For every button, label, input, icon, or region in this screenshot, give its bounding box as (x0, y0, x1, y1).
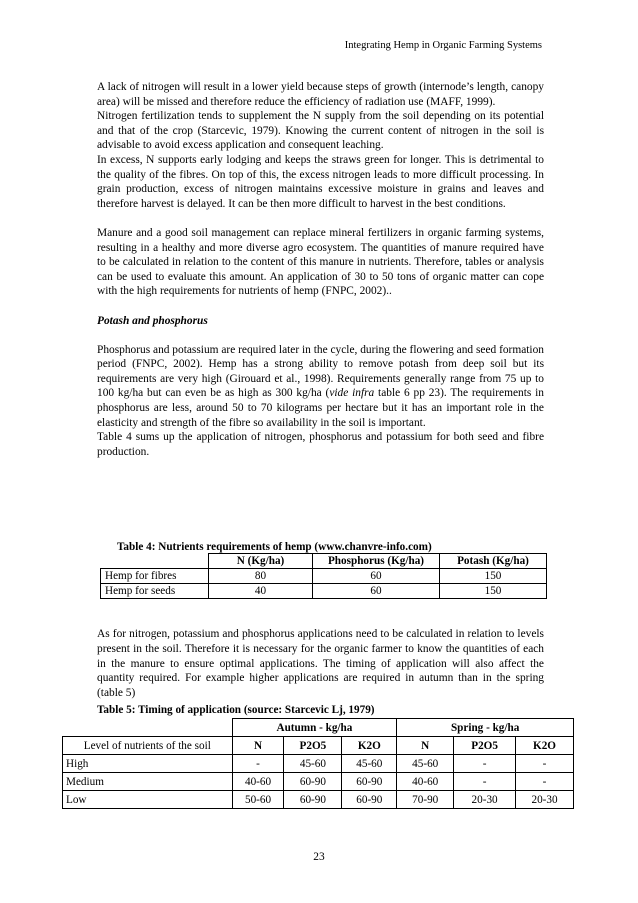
table-row (63, 791, 574, 809)
table-cell: 20-30 (516, 791, 574, 809)
table-group-header-row (63, 719, 574, 737)
table-header-cell: K2O (516, 737, 574, 755)
table-row (63, 755, 574, 773)
paragraph: A lack of nitrogen will result in a lower yield because steps of growth (internode’s length, canopy area) will be missed and therefore reduce the efficiency of radiation use (MAFF, 1999). (97, 81, 544, 108)
table4-caption: Table 4: Nutrients requirements of hemp (www.chanvre-info.com) (117, 541, 432, 553)
table-cell: 60 (313, 584, 440, 599)
table-cell: 45-60 (342, 755, 397, 773)
table-cell: 60-90 (342, 791, 397, 809)
paragraph: Nitrogen fertilization tends to supplement the N supply from the soil depending on its potential and that of the crop (Starcevic, 1979). Knowing the current content of nitrogen in the soil is advisable to avoid excess application and consequent leaching. (97, 110, 544, 152)
table-header-cell: N (232, 737, 284, 755)
table-header-row (63, 737, 574, 755)
table-header-cell: N (Kg/ha) (209, 554, 313, 569)
table-cell: 50-60 (232, 791, 284, 809)
table-cell: - (516, 755, 574, 773)
table-header-cell: K2O (342, 737, 397, 755)
paragraph: In excess, N supports early lodging and keeps the straws green for longer. This is detrimental to the quality of the fibres. On top of this, the excess nitrogen leads to more difficult processing. In grain production, excess of nitrogen maintains excessive moisture in grains and leaves and therefore harvest is delayed. It can be then more difficult to harvest in the best conditions. (97, 153, 544, 210)
body-text-block (97, 616, 544, 712)
paragraph: Phosphorus and potassium are required later in the cycle, during the flowering and seed formation period (FNPC, 2002). Hemp has a strong ability to remove potash from deep soil but its requirements are very high (Girouard et al., 1998). Requirements generally range from 75 up to 100 kg/ha but can even be as high as 300 kg/ha (vide infra table 6 pp 23). The requirements in phosphorus are less, around 50 to 70 kilograms per hectare but it has an important role in the elasticity and strength of the fibre so availability in the soil is important. (97, 343, 544, 429)
italic-text: vide infra (329, 387, 375, 400)
group-header-spring: Spring - kg/ha (397, 719, 574, 737)
running-header: Integrating Hemp in Organic Farming Systems (344, 40, 542, 51)
table-header-cell: Potash (Kg/ha) (440, 554, 547, 569)
table-cell: 20-30 (454, 791, 516, 809)
table-cell: - (232, 755, 284, 773)
table-cell: 70-90 (397, 791, 454, 809)
table-cell: 60-90 (342, 773, 397, 791)
table-cell: 60-90 (284, 791, 342, 809)
table-row (101, 584, 547, 599)
table-cell: 60 (313, 569, 440, 584)
table-cell: - (454, 773, 516, 791)
table-cell: 45-60 (284, 755, 342, 773)
table-row (63, 773, 574, 791)
table5-caption: Table 5: Timing of application (source: Starcevic Lj, 1979) (97, 704, 375, 716)
row-label: High (63, 755, 233, 773)
row-label: Medium (63, 773, 233, 791)
table-cell: 80 (209, 569, 313, 584)
table-header-cell: Phosphorus (Kg/ha) (313, 554, 440, 569)
table-cell: 150 (440, 584, 547, 599)
table5 (62, 718, 574, 809)
table-cell: 40 (209, 584, 313, 599)
paragraph: As for nitrogen, potassium and phosphorus applications need to be calculated in relation to levels present in the soil. Therefore it is necessary for the organic farmer to know the quantities of each in the manure to ensure optimal applications. The timing of application will also affect the quantity required. For example higher applications are required in autumn than in the spring (table 5) (97, 628, 544, 699)
row-label: Hemp for fibres (101, 569, 209, 584)
paragraph: Table 4 sums up the application of nitrogen, phosphorus and potassium for both seed and fibre production. (97, 431, 544, 458)
row-label: Low (63, 791, 233, 809)
table-cell: 45-60 (397, 755, 454, 773)
table-row (101, 569, 547, 584)
table-header-cell: P2O5 (454, 737, 516, 755)
page-number: 23 (313, 851, 325, 863)
table-header-cell: P2O5 (284, 737, 342, 755)
table-cell: 40-60 (397, 773, 454, 791)
table-header-cell: Level of nutrients of the soil (63, 737, 233, 755)
table4 (100, 553, 547, 599)
row-label: Hemp for seeds (101, 584, 209, 599)
paragraph: Manure and a good soil management can replace mineral fertilizers in organic farming systems, resulting in a healthy and more diverse agro ecosystem. The quantities of manure required have to be calculated in relation to the content of this manure in nutrients. Therefore, tables or analysis can be used to evaluate this amount. An application of 30 to 50 tons of organic matter can cope with the high requirements for nutrients of hemp (FNPC, 2002).. (97, 226, 544, 298)
table-cell: - (516, 773, 574, 791)
table-cell: 60-90 (284, 773, 342, 791)
table-header-row (101, 554, 547, 569)
group-header-autumn: Autumn - kg/ha (232, 719, 397, 737)
body-text-block (97, 80, 544, 459)
table-cell: - (454, 755, 516, 773)
table-cell: 150 (440, 569, 547, 584)
table-cell: 40-60 (232, 773, 284, 791)
table-header-cell: N (397, 737, 454, 755)
section-heading: Potash and phosphorus (97, 314, 208, 327)
